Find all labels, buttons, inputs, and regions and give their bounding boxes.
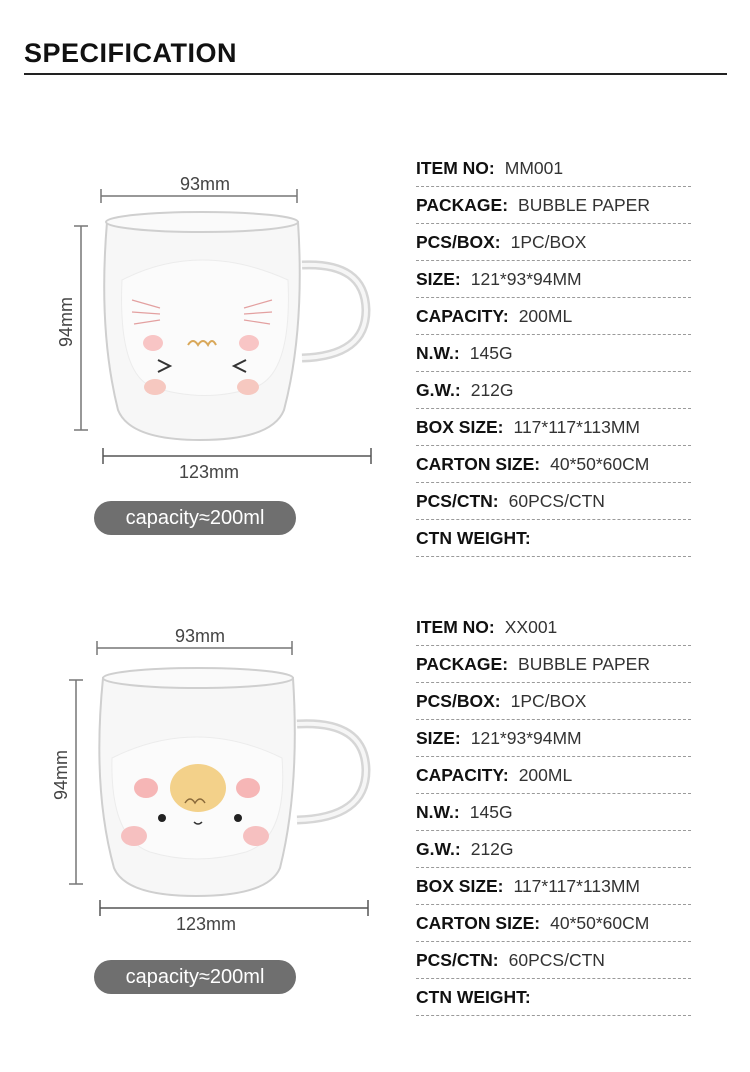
product-image-pig-mug bbox=[40, 612, 440, 1072]
spec-row-item-no: ITEM NO: MM001 bbox=[416, 150, 691, 187]
spec-row-package: PACKAGE: BUBBLE PAPER bbox=[416, 187, 691, 224]
spec-row-item-no: ITEM NO: XX001 bbox=[416, 609, 691, 646]
spec-row-box-size: BOX SIZE: 117*117*113MM bbox=[416, 868, 691, 905]
spec-row-gw: G.W.: 212G bbox=[416, 831, 691, 868]
capacity-badge: capacity≈200ml bbox=[94, 501, 296, 535]
spec-row-ctn-weight: CTN WEIGHT: bbox=[416, 520, 691, 557]
product-section-pig bbox=[0, 458, 750, 1007]
spec-row-box-size: BOX SIZE: 117*117*113MM bbox=[416, 409, 691, 446]
spec-table bbox=[416, 609, 691, 1016]
spec-row-pcs-ctn: PCS/CTN: 60PCS/CTN bbox=[416, 483, 691, 520]
spec-row-carton-size: CARTON SIZE: 40*50*60CM bbox=[416, 905, 691, 942]
spec-row-nw: N.W.: 145G bbox=[416, 794, 691, 831]
dim-side-label: 94mm bbox=[56, 296, 76, 348]
spec-row-size: SIZE: 121*93*94MM bbox=[416, 720, 691, 757]
dim-side-label: 94mm bbox=[51, 749, 71, 801]
dim-top-label: 93mm bbox=[174, 626, 226, 646]
capacity-badge: capacity≈200ml bbox=[94, 960, 296, 994]
spec-row-size: SIZE: 121*93*94MM bbox=[416, 261, 691, 298]
spec-row-pcs-box: PCS/BOX: 1PC/BOX bbox=[416, 224, 691, 261]
spec-row-capacity: CAPACITY: 200ML bbox=[416, 298, 691, 335]
page-title: SPECIFICATION bbox=[24, 38, 238, 68]
spec-row-capacity: CAPACITY: 200ML bbox=[416, 757, 691, 794]
dim-bottom-label: 123mm bbox=[175, 914, 237, 934]
spec-row-pcs-box: PCS/BOX: 1PC/BOX bbox=[416, 683, 691, 720]
spec-row-package: PACKAGE: BUBBLE PAPER bbox=[416, 646, 691, 683]
dim-bottom-label: 123mm bbox=[178, 462, 240, 482]
spec-row-nw: N.W.: 145G bbox=[416, 335, 691, 372]
spec-row-pcs-ctn: PCS/CTN: 60PCS/CTN bbox=[416, 942, 691, 979]
spec-row-gw: G.W.: 212G bbox=[416, 372, 691, 409]
spec-row-ctn-weight: CTN WEIGHT: bbox=[416, 979, 691, 1016]
dim-top-label: 93mm bbox=[179, 174, 231, 194]
spec-row-carton-size: CARTON SIZE: 40*50*60CM bbox=[416, 446, 691, 483]
